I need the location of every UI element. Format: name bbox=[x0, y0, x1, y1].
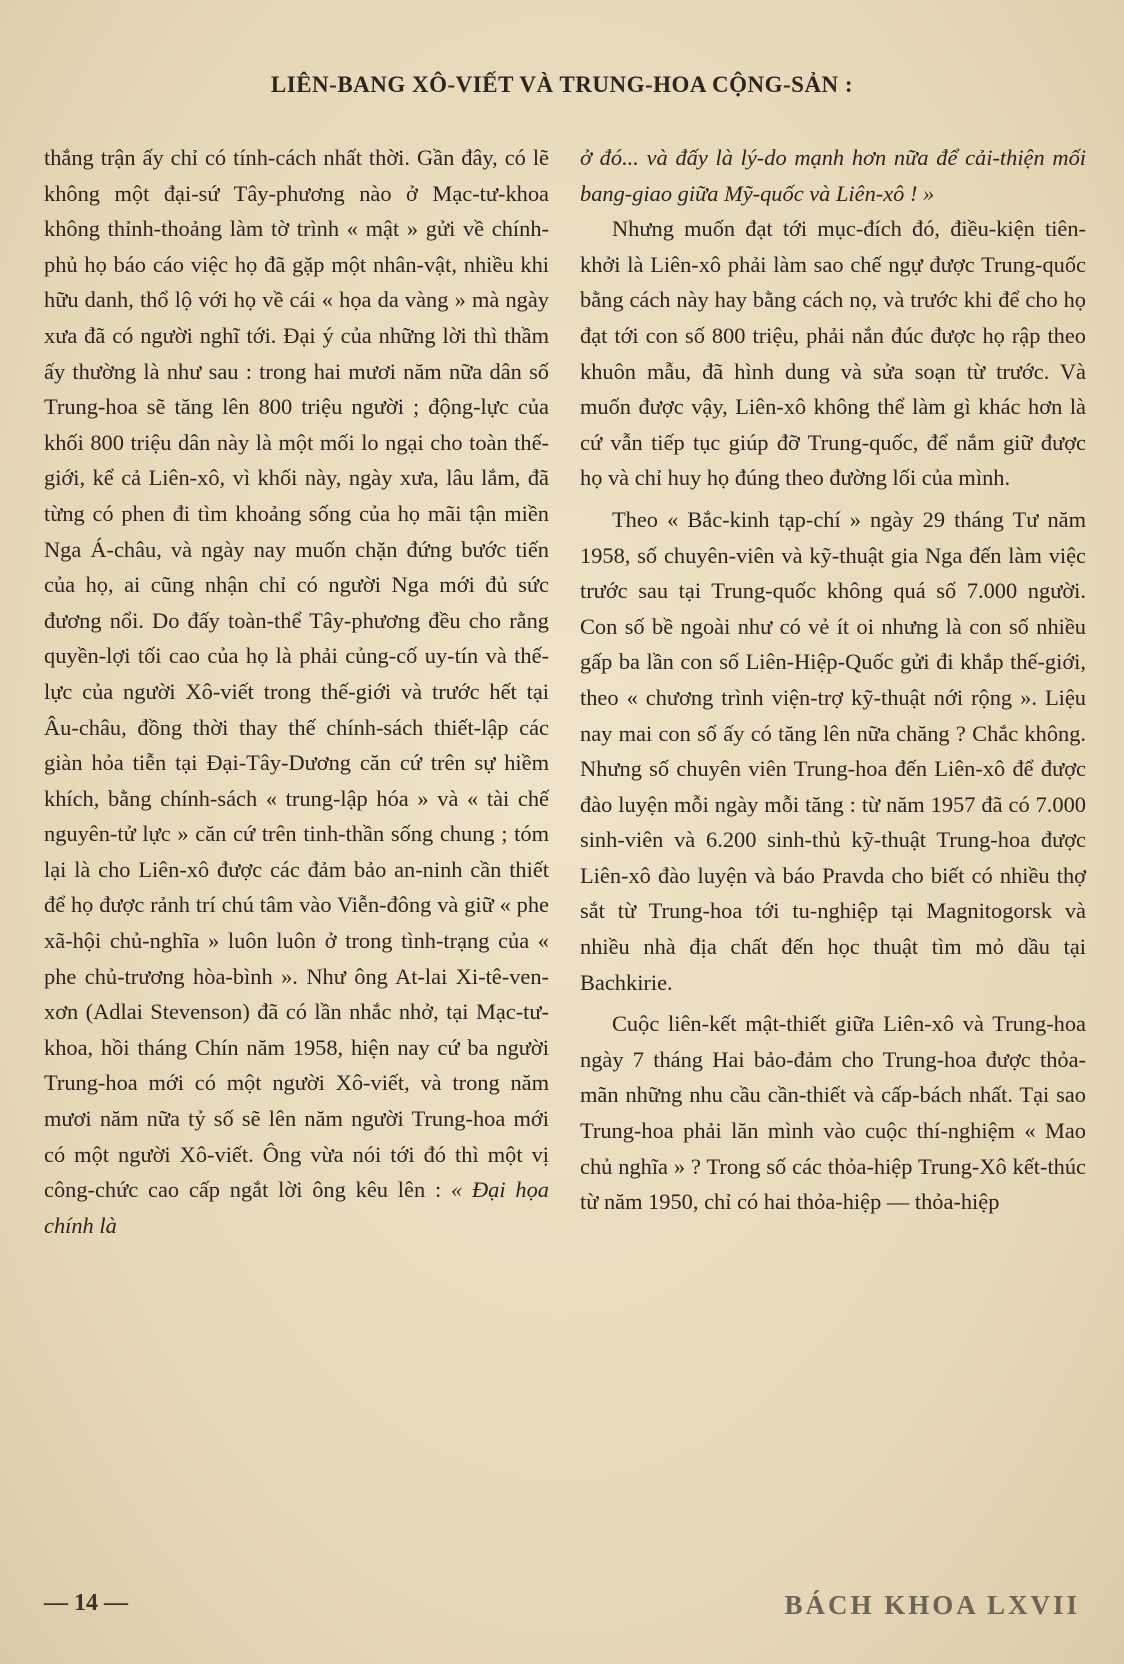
right-paragraph-2: Nhưng muốn đạt tới mục-đích đó, điều-kiện tiên-khởi là Liên-xô phải làm sao chế ngự được Trung-quốc bằng cách này hay bằng cách nọ, và trước khi để cho họ đạt tới con số 800 triệu, phải nắn đúc được họ rập theo khuôn mẫu, đã hình dung và sửa soạn từ trước. Và muốn được vậy, Liên-xô không thể làm gì khác hơn là cứ vẫn tiếp tục giúp đỡ Trung-quốc, để nắm giữ được họ và chỉ huy họ đúng theo đường lối của mình. bbox=[580, 216, 1086, 491]
right-paragraph-3: Theo « Bắc-kinh tạp-chí » ngày 29 tháng Tư năm 1958, số chuyên-viên và kỹ-thuật gia Nga đến làm việc trước sau tại Trung-quốc không quá số 7.000 người. Con số bề ngoài như có vẻ ít oi nhưng là con số nhiều gấp ba lần con số Liên-Hiệp-Quốc gửi đi khắp thế-giới, theo « chương trình viện-trợ kỹ-thuật nới rộng ». Liệu nay mai con số ấy có tăng lên nữa chăng ? Chắc không. Nhưng số chuyên viên Trung-hoa đến Liên-xô để được đào luyện mỗi ngày mỗi tăng : từ năm 1957 đã có 7.000 sinh-viên và 6.200 sinh-thủ kỹ-thuật Trung-hoa được Liên-xô đào luyện và báo Pravda cho biết có nhiều thợ sắt từ Trung-hoa tới tu-nghiệp tại Magnitogorsk và nhiều nhà địa chất đến học thuật tìm mỏ dầu tại Bachkirie. bbox=[580, 506, 1086, 995]
left-paragraph-1 bbox=[44, 140, 549, 1243]
right-column bbox=[580, 140, 1086, 1220]
journal-name: BÁCH KHOA LXVII bbox=[784, 1590, 1080, 1620]
page-number: — 14 — bbox=[44, 1590, 128, 1616]
left-paragraph-1-italic: « Đại họa chính là bbox=[44, 1177, 549, 1238]
left-column bbox=[44, 140, 549, 1243]
right-continuation bbox=[580, 140, 1086, 211]
right-paragraph-4: Cuộc liên-kết mật-thiết giữa Liên-xô và Trung-hoa ngày 7 tháng Hai bảo-đảm cho Trung-hoa được thỏa-mãn những nhu cầu cần-thiết và cấp-bách nhất. Tại sao Trung-hoa phải lăn mình vào cuộc thí-nghiệm « Mao chủ nghĩa » ? Trong số các thỏa-hiệp Trung-Xô kết-thúc từ năm 1950, chỉ có hai thỏa-hiệp — thỏa-hiệp bbox=[580, 1011, 1086, 1215]
left-paragraph-1-text: thắng trận ấy chỉ có tính-cách nhất thời. Gần đây, có lẽ không một đại-sứ Tây-phương nào ở Mạc-tư-khoa không thỉnh-thoảng làm tờ trình « mật » gửi về chính-phủ họ báo cáo việc họ đã gặp một nhân-vật, nhiều khi hữu danh, thổ lộ với họ về cái « họa da vàng » mà ngày xưa đã có người nghĩ tới. Đại ý của những lời thì thầm ấy thường là như sau : trong hai mươi năm nữa dân số Trung-hoa sẽ tăng lên 800 triệu người ; động-lực của khối 800 triệu dân này là một mối lo ngại cho toàn thế-giới, kể cả Liên-xô, vì khối này, ngày xưa, lâu lắm, đã từng có phen đi tìm khoảng sống của họ mãi tận miền Nga Á-châu, và ngày nay muốn chặn đứng bước tiến của họ, ai cũng nhận chỉ có người Nga mới đủ sức đương nổi. Do đấy toàn-thể Tây-phương đều cho rằng quyền-lợi tối cao của họ là phải củng-cố uy-tín và thế-lực của người Xô-viết trong thế-giới và trước hết tại Âu-châu, đồng thời thay thế chính-sách thiết-lập các giàn hỏa tiễn tại Đại-Tây-Dương căn cứ trên sự hiềm khích, bằng chính-sách « trung-lập hóa » và « tài chế nguyên-tử lực » căn cứ trên tinh-thần sống chung ; tóm lại là cho Liên-xô được các đảm bảo an-ninh cần thiết để họ được rảnh trí chú tâm vào Viễn-đông và giữ « phe xã-hội chủ-nghĩa » luôn luôn ở trong tình-trạng của « phe chủ-trương hòa-bình ». Như ông At-lai Xi-tê-ven-xơn (Adlai Stevenson) đã có lần nhắc nhở, tại Mạc-tư-khoa, hồi tháng Chín năm 1958, hiện nay cứ ba người Trung-hoa mới có một người Xô-viết, và trong năm mươi năm nữa tỷ số sẽ lên năm người Trung-hoa mới có một người Xô-viết. Ông vừa nói tới đó thì một vị công-chức cao cấp ngắt lời ông kêu lên : bbox=[44, 145, 549, 1203]
running-header-title: LIÊN-BANG XÔ-VIẾT VÀ TRUNG-HOA CỘNG-SẢN : bbox=[270, 72, 854, 97]
right-continuation-italic: ở đó... và đấy là lý-do mạnh hơn nữa để cải-thiện mối bang-giao giữa Mỹ-quốc và Liên-xô ! » bbox=[580, 145, 1086, 206]
